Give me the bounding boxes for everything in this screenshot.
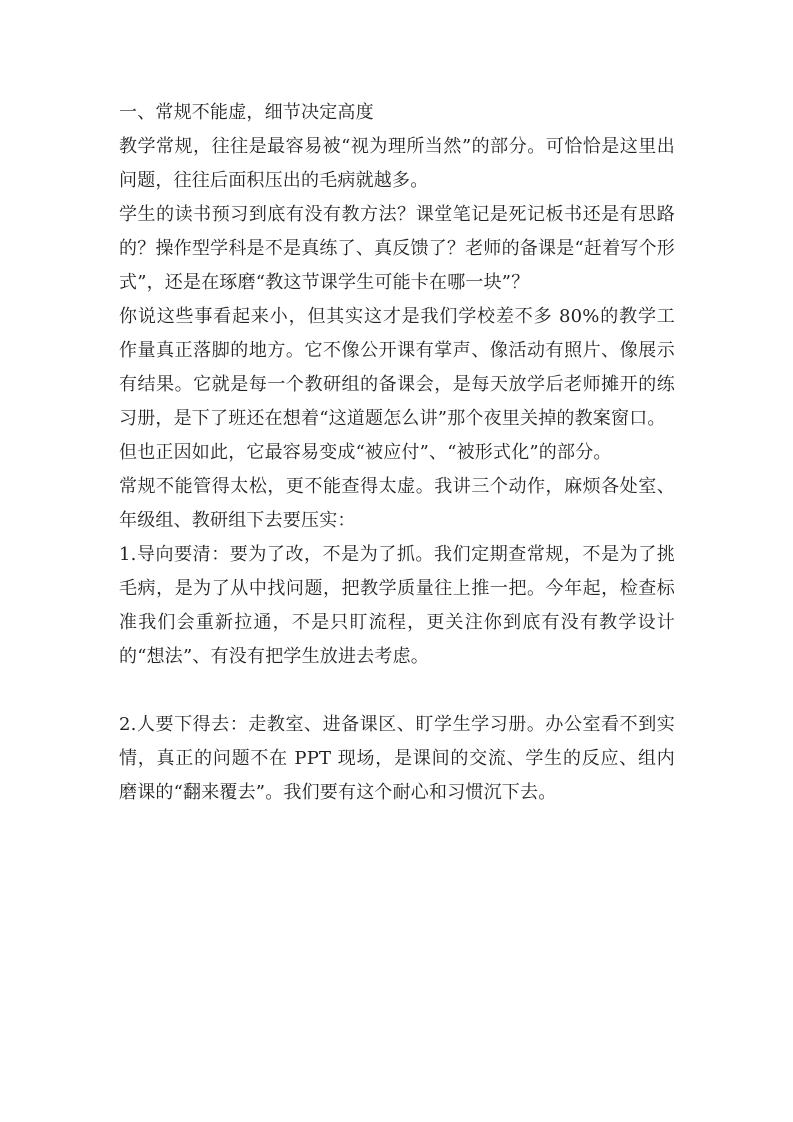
document-body xyxy=(119,96,675,810)
section-heading: 一、常规不能虚，细节决定高度 xyxy=(119,102,374,123)
paragraph-3: 你说这些事看起来小，但其实这才是我们学校差不多 80%的教学工作量真正落脚的地方。它不像公开课有掌声、像活动有照片、像展示有结果。它就是每一个教研组的备课会，是每天放学后老师摊开的练习册，是下了班还在想着“这道题怎么讲”那个夜里关掉的教案窗口。 xyxy=(119,306,675,429)
paragraph-7: 2.人要下得去：走教室、进备课区、盯学生学习册。办公室看不到实情，真正的问题不在 PPT 现场，是课间的交流、学生的反应、组内磨课的“翻来覆去”。我们要有这个耐心和习惯沉下去。 xyxy=(119,714,675,803)
paragraph-1: 教学常规，往往是最容易被“视为理所当然”的部分。可恰恰是这里出问题，往往后面积压出的毛病就越多。 xyxy=(119,136,675,191)
paragraph-2: 学生的读书预习到底有没有教方法？课堂笔记是死记板书还是有思路的？操作型学科是不是真练了、真反馈了？老师的备课是“赶着写个形式”，还是在琢磨“教这节课学生可能卡在哪一块”？ xyxy=(119,204,675,293)
blank-line xyxy=(119,674,675,708)
paragraph-6: 1.导向要清：要为了改，不是为了抓。我们定期查常规，不是为了挑毛病，是为了从中找问题，把教学质量往上推一把。今年起，检查标准我们会重新拉通，不是只盯流程，更关注你到底有没有教学设计的“想法”、有没有把学生放进去考虑。 xyxy=(119,544,675,667)
paragraph-5: 常规不能管得太松，更不能查得太虚。我讲三个动作，麻烦各处室、年级组、教研组下去要压实： xyxy=(119,476,675,531)
paragraph-4: 但也正因如此，它最容易变成“被应付”、“被形式化”的部分。 xyxy=(119,442,612,463)
